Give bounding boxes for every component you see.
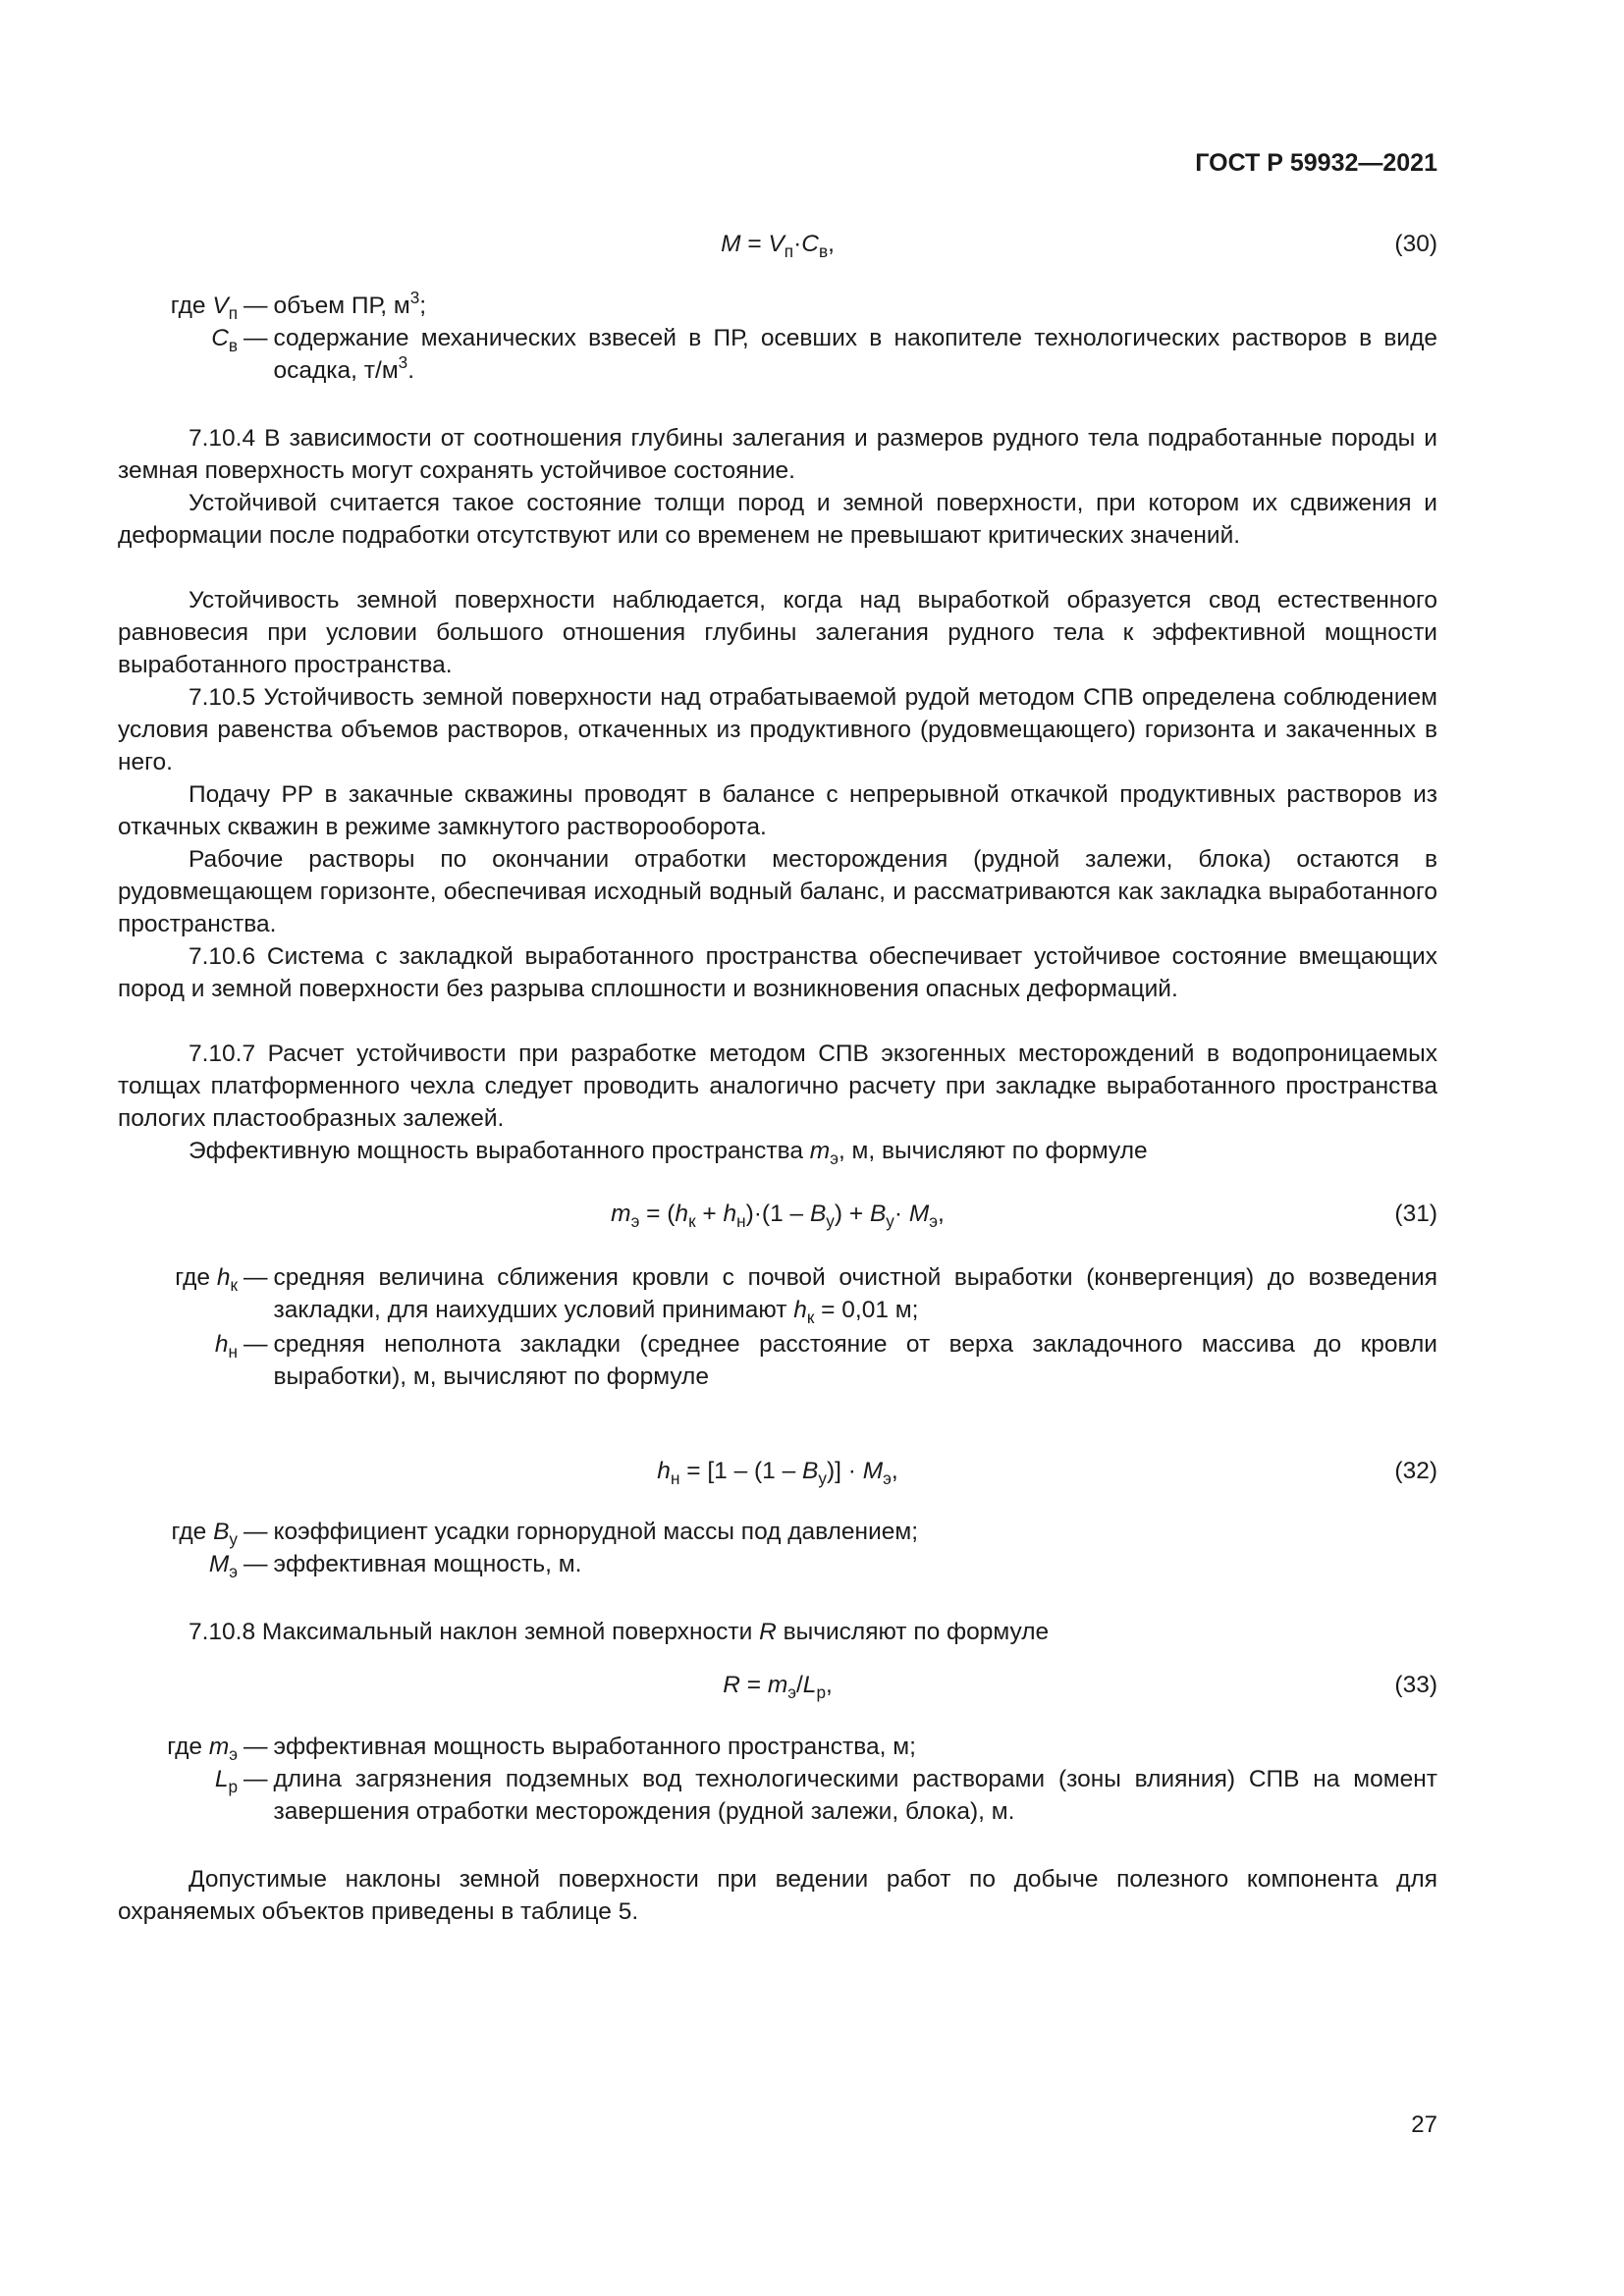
legend-row: где $m_э$ — эффективная мощность выработанного пространства, м; [167, 1734, 916, 1764]
legend-row: где $V_п$ — объем ПР, $м^3$; [170, 288, 427, 323]
paragraph-7-10-8: 7.10.8 Максимальный наклон земной поверхности R вычисляют по формуле [189, 1619, 1050, 1645]
formula-30-legend [118, 290, 1437, 387]
legend-row: $h_н$ — средняя неполнота закладки (среднее расстояние от верха закладочного массива до кровли выработки), м, вычисляют по формуле [214, 1331, 1437, 1390]
formula-31-legend [118, 1261, 1437, 1393]
formula-33-number: (33) [1394, 1672, 1437, 1698]
legend-row: $M_э$ — эффективная мощность, м. [208, 1551, 582, 1581]
document-page [118, 0, 1437, 2296]
paragraph: Устойчивой считается такое состояние толщи пород и земной поверхности, при котором их сдвижения и деформации после подработки отсутствуют или со временем не превышают критических значений. [118, 490, 1437, 549]
formula-32-number: (32) [1394, 1458, 1437, 1484]
page-number: 27 [1411, 2111, 1437, 2138]
formula-31-number: (31) [1394, 1201, 1437, 1227]
formula-32-legend [118, 1516, 1437, 1580]
formula-31 [118, 1198, 1437, 1233]
formula-30-expression: $M = V_п\cdot C_в$, [721, 231, 835, 261]
paragraph: Устойчивость земной поверхности наблюдается, когда над выработкой образуется свод естественного равновесия при условии большого отношения глубины залегания рудного тела к эффективной мощности выработанного пространства. [118, 587, 1437, 678]
formula-32-expression: $h_н = [1 - (1 - B_у)] \cdot M_э$, [657, 1458, 898, 1488]
paragraph-effective-thickness: Эффективную мощность выработанного пространства $m_э$, м, вычисляют по формуле [189, 1138, 1148, 1168]
legend-row: где $B_у$ — коэффициент усадки горнорудной массы под давлением; [171, 1519, 919, 1549]
paragraph-7-10-6: 7.10.6 Система с закладкой выработанного пространства обеспечивает устойчивое состояние вмещающих пород и земной поверхности без разрыва сплошности и возникновения опасных деформаций. [118, 943, 1437, 1002]
paragraph-7-10-4: 7.10.4 В зависимости от соотношения глубины залегания и размеров рудного тела подработанные породы и земная поверхность могут сохранять устойчивое состояние. [118, 425, 1437, 484]
paragraph-7-10-5: 7.10.5 Устойчивость земной поверхности над отрабатываемой рудой методом СПВ определена соблюдением условия равенства объемов растворов, откаченных из продуктивного (рудовмещающего) горизонта и закаченных в него. [118, 684, 1437, 775]
document-id: ГОСТ Р 59932—2021 [1195, 149, 1437, 177]
formula-31-expression: $m_э = (h_к + h_н)\cdot(1 - B_у) + B_у\cdot M_э$, [611, 1201, 945, 1231]
legend-row: $C_в$ — содержание механических взвесей в ПР, осевших в накопителе технологических растворов в виде осадка, $т/м^3$. [211, 325, 1437, 384]
legend-row: где $h_к$ — средняя величина сближения кровли с почвой очистной выработки (конвергенция) до возведения закладки, для наихудших условий принимают $h_к = 0,01$ м; [175, 1264, 1437, 1327]
formula-33-legend [118, 1731, 1437, 1828]
formula-33 [118, 1669, 1437, 1704]
formula-33-expression: $R = m_э/L_р$, [723, 1672, 833, 1702]
paragraph-7-10-7: 7.10.7 Расчет устойчивости при разработке методом СПВ экзогенных месторождений в водопроницаемых толщах платформенного чехла следует проводить аналогично расчету при закладке выработанного пространства пологих пластообразных залежей. [118, 1041, 1437, 1132]
paragraph-final: Допустимые наклоны земной поверхности при ведении работ по добыче полезного компонента для охраняемых объектов приведены в таблице 5. [118, 1866, 1437, 1925]
paragraph: Рабочие растворы по окончании отработки месторождения (рудной залежи, блока) остаются в рудовмещающем горизонте, обеспечивая исходный водный баланс, и рассматриваются как закладка выработанного пространства. [118, 846, 1437, 937]
formula-32 [118, 1455, 1437, 1490]
formula-30 [118, 228, 1437, 263]
legend-row: $L_р$ — длина загрязнения подземных вод технологическими растворами (зоны влияния) СПВ на момент завершения отработки месторождения (рудной залежи, блока), м. [214, 1766, 1437, 1825]
paragraph: Подачу РР в закачные скважины проводят в балансе с непрерывной откачкой продуктивных растворов из откачных скважин в режиме замкнутого растворооборота. [118, 781, 1437, 840]
formula-30-number: (30) [1394, 231, 1437, 257]
